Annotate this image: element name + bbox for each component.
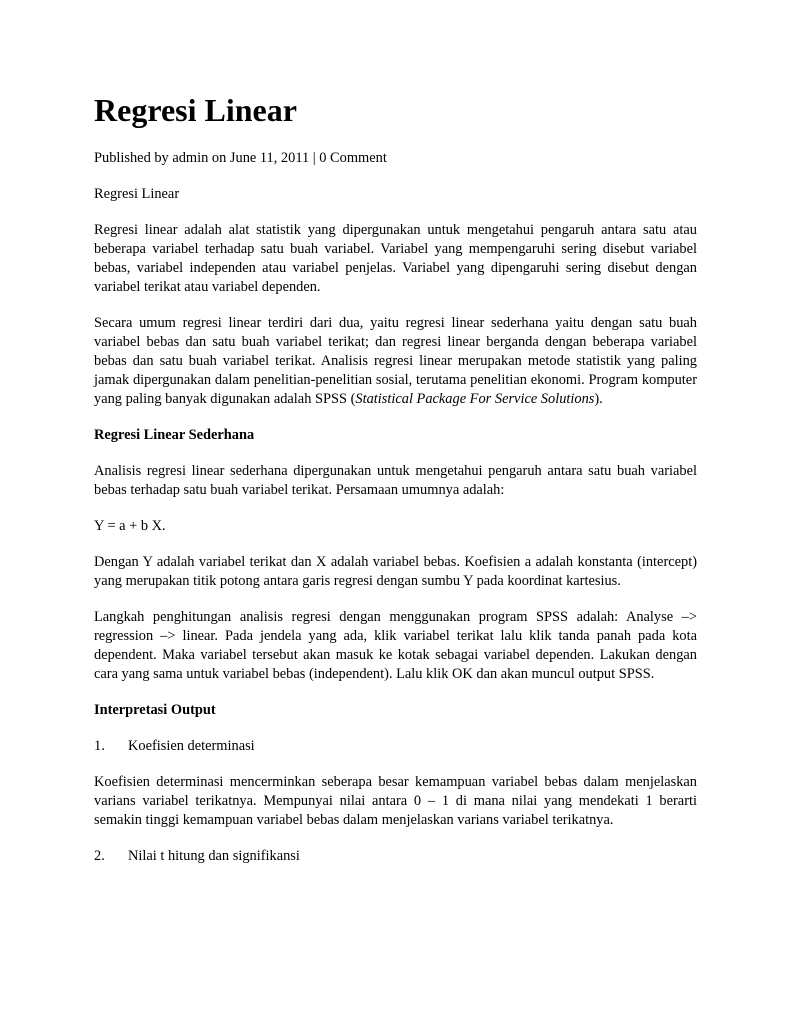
list-item-number: 1. <box>94 738 105 754</box>
list-item-text: Nilai t hitung dan signifikansi <box>128 848 300 864</box>
list-item <box>94 737 697 756</box>
regression-equation: Y = a + b X. <box>94 518 166 534</box>
section-heading-sederhana: Regresi Linear Sederhana <box>94 427 255 443</box>
post-meta: Published by admin on June 11, 2011 | 0 Comment <box>94 150 387 166</box>
paragraph-definition: Regresi linear adalah alat statistik yang dipergunakan untuk mengetahui pengaruh antara satu atau beberapa variabel terhadap satu buah variabel. Variabel yang mempengaruhi sering disebut variabel bebas, variabel independen atau variabel penjelas. Variabel yang dipengaruhi sering disebut dengan variabel terikat atau variabel dependen. <box>94 222 697 295</box>
paragraph-overview-end: ). <box>594 391 603 407</box>
list-item <box>94 847 697 866</box>
paragraph-simple-regression: Analisis regresi linear sederhana dipergunakan untuk mengetahui pengaruh antara satu buah variabel bebas terhadap satu buah variabel terikat. Persamaan umumnya adalah: <box>94 463 697 498</box>
intro-label: Regresi Linear <box>94 186 180 202</box>
list-item-text: Koefisien determinasi <box>128 738 255 754</box>
spss-expansion: Statistical Package For Service Solutions <box>355 391 595 407</box>
paragraph-determination: Koefisien determinasi mencerminkan seberapa besar kemampuan variabel bebas dalam menjelaskan varians variabel terikatnya. Mempunyai nilai antara 0 – 1 di mana nilai yang mendekati 1 berarti semakin tinggi kemampuan variabel bebas dalam menjelaskan varians variabel terikatnya. <box>94 774 697 828</box>
paragraph-spss-steps: Langkah penghitungan analisis regresi dengan menggunakan program SPSS adalah: Analyse –> regression –> linear. Pada jendela yang ada, klik variabel terikat lalu klik tanda panah pada kota dependent. Maka variabel tersebut akan masuk ke kotak sebagai variabel dependen. Lakukan dengan cara yang sama untuk variabel bebas (independent). Lalu klik OK dan akan muncul output SPSS. <box>94 609 697 682</box>
paragraph-overview-text: Secara umum regresi linear terdiri dari dua, yaitu regresi linear sederhana yaitu dengan satu buah variabel bebas dan satu buah variabel terikat; dan regresi linear berganda dengan beberapa variabel bebas dan satu buah variabel terikat. Analisis regresi linear merupakan metode statistik yang paling jamak dipergunakan dalam penelitian-penelitian sosial, terutama penelitian ekonomi. Program komputer yang paling banyak digunakan adalah SPSS ( <box>94 315 697 407</box>
list-item-number: 2. <box>94 848 105 864</box>
section-heading-interpretasi: Interpretasi Output <box>94 702 216 718</box>
page-title: Regresi Linear <box>94 92 297 128</box>
paragraph-overview <box>94 314 697 409</box>
paragraph-coefficients: Dengan Y adalah variabel terikat dan X adalah variabel bebas. Koefisien a adalah konstanta (intercept) yang merupakan titik potong antara garis regresi dengan sumbu Y pada koordinat kartesius. <box>94 554 697 589</box>
